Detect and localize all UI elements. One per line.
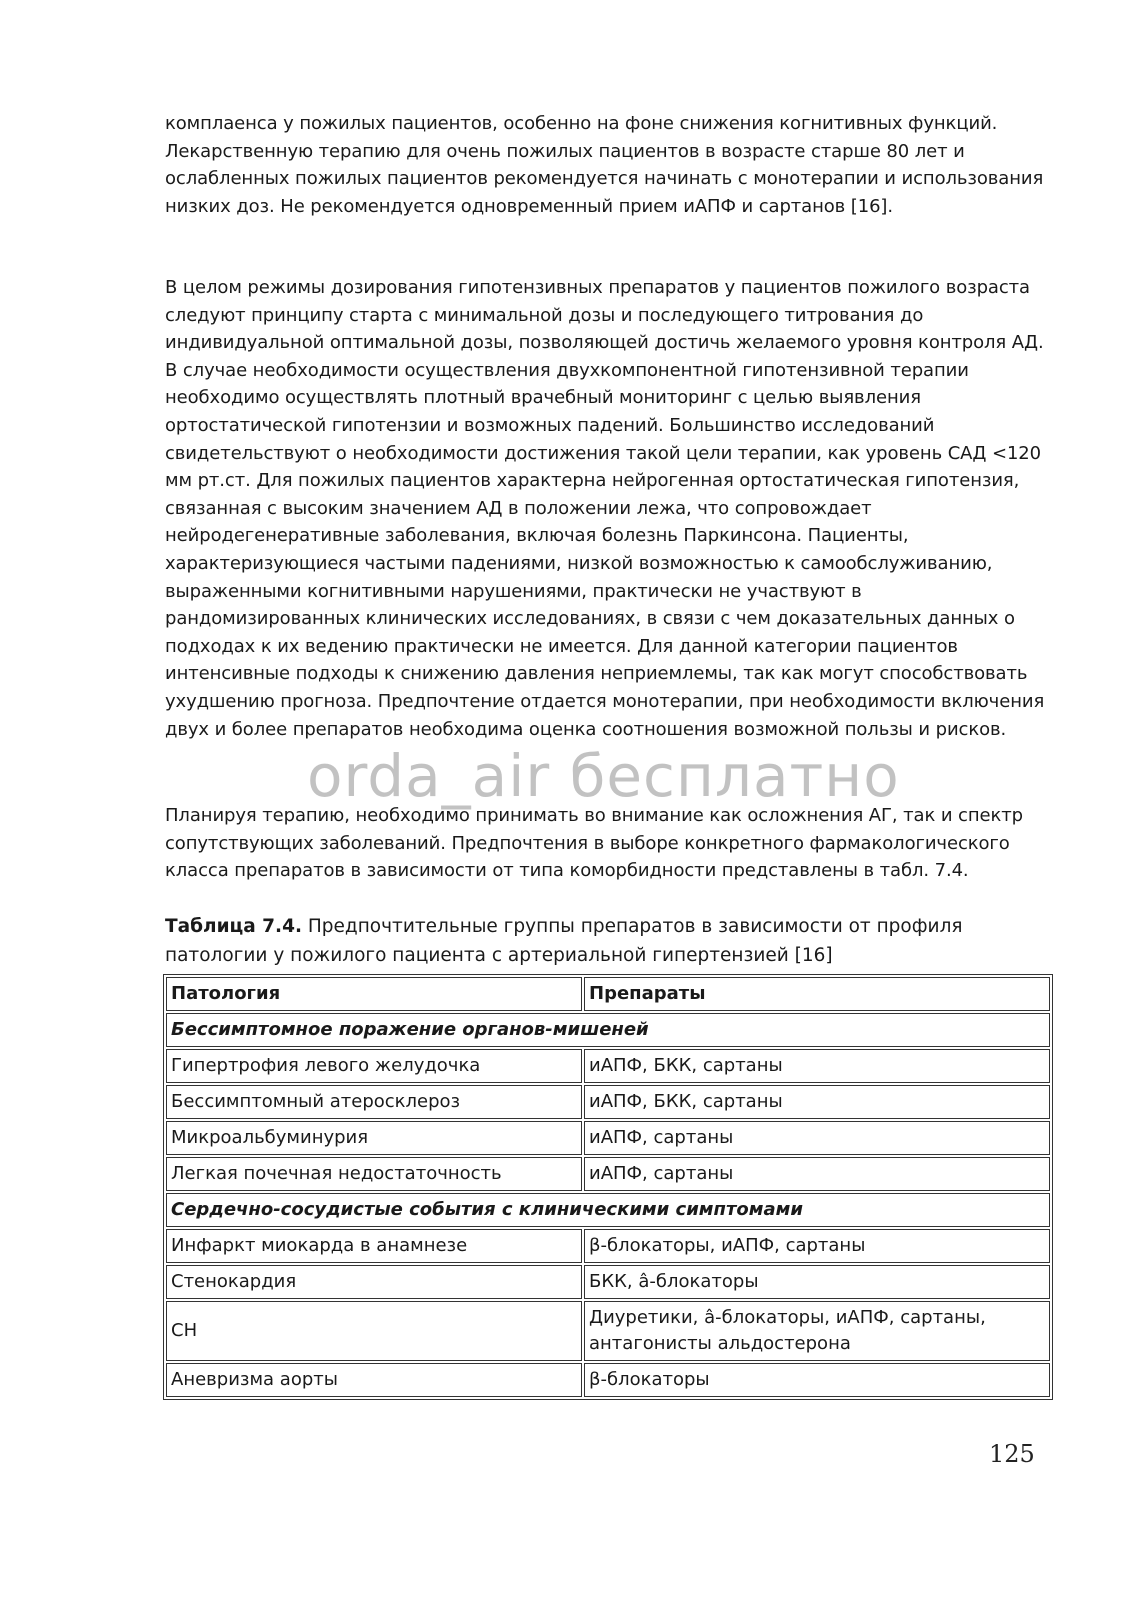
- pathology-cell: Легкая почечная недостаточность: [166, 1157, 582, 1191]
- table-row: [166, 1121, 1050, 1155]
- table-row: [166, 1363, 1050, 1397]
- pathology-cell: СН: [166, 1301, 582, 1361]
- drugs-cell: иАПФ, БКК, сартаны: [584, 1085, 1050, 1119]
- table-section-row: [166, 1193, 1050, 1227]
- pathology-cell: Аневризма аорты: [166, 1363, 582, 1397]
- page-number: 125: [989, 1440, 1035, 1468]
- drug-table: [163, 974, 1053, 1400]
- header-pathology: Патология: [166, 977, 582, 1011]
- table-caption: [165, 912, 1055, 970]
- drugs-cell: β-блокаторы, иАПФ, сартаны: [584, 1229, 1050, 1263]
- section-label: Бессимптомное поражение органов-мишеней: [166, 1013, 1050, 1047]
- drugs-cell: иАПФ, БКК, сартаны: [584, 1049, 1050, 1083]
- pathology-cell: Стенокардия: [166, 1265, 582, 1299]
- table-section-row: [166, 1013, 1050, 1047]
- table-row: [166, 1157, 1050, 1191]
- pathology-cell: Бессимптомный атеросклероз: [166, 1085, 582, 1119]
- table-header-row: [166, 977, 1050, 1011]
- table-row: [166, 1265, 1050, 1299]
- paragraph-3: Планируя терапию, необходимо принимать во внимание как осложнения АГ, так и спектр сопутствующих заболеваний. Предпочтения в выборе конкретного фармакологического класса препаратов в зависимости от типа коморбидности представлены в табл. 7.4.: [165, 805, 1023, 882]
- drugs-cell: иАПФ, сартаны: [584, 1121, 1050, 1155]
- paragraph-2: В целом режимы дозирования гипотензивных препаратов у пациентов пожилого возраста следуют принципу старта с минимальной дозы и последующего титрования до индивидуальной оптимальной дозы, позволяющей достичь желаемого уровня контроля АД. В случае необходимости осуществления двухкомпонентной гипотензивной терапии необходимо осуществлять плотный врачебный мониторинг с целью выявления ортостатической гипотензии и возможных падений. Большинство исследований свидетельствуют о необходимости достижения такой цели терапии, как уровень САД <120 мм рт.ст. Для пожилых пациентов характерна нейрогенная ортостатическая гипотензия, связанная с высоким значением АД в положении лежа, что сопровождает нейродегенеративные заболевания, включая болезнь Паркинсона. Пациенты, характеризующиеся частыми падениями, низкой возможностью к самообслуживанию, выраженными когнитивными нарушениями, практически не участвуют в рандомизированных клинических исследованиях, в связи с чем доказательных данных о подходах к их ведению практически не имеется. Для данной категории пациентов интенсивные подходы к снижению давления неприемлемы, так как могут способствовать ухудшению прогноза. Предпочтение отдается монотерапии, при необходимости включения двух и более препаратов необходима оценка соотношения возможной пользы и рисков.: [165, 277, 1045, 740]
- table-caption-label: Таблица 7.4.: [165, 916, 302, 937]
- table-row: [166, 1229, 1050, 1263]
- pathology-cell: Микроальбуминурия: [166, 1121, 582, 1155]
- drugs-cell: БКК, â-блокаторы: [584, 1265, 1050, 1299]
- drug-table-container: [163, 974, 1053, 1400]
- pathology-cell: Гипертрофия левого желудочка: [166, 1049, 582, 1083]
- table-row: [166, 1049, 1050, 1083]
- drugs-cell: β-блокаторы: [584, 1363, 1050, 1397]
- table-caption-text: Предпочтительные группы препаратов в зависимости от профиля патологии у пожилого пациента с артериальной гипертензией [16]: [165, 916, 963, 966]
- pathology-cell: Инфаркт миокарда в анамнезе: [166, 1229, 582, 1263]
- table-row: [166, 1301, 1050, 1361]
- watermark: orda_air бесплатно: [307, 742, 900, 810]
- table-row: [166, 1085, 1050, 1119]
- section-label: Сердечно-сосудистые события с клиническими симптомами: [166, 1193, 1050, 1227]
- paragraph-1: комплаенса у пожилых пациентов, особенно на фоне снижения когнитивных функций. Лекарственную терапию для очень пожилых пациентов в возрасте старше 80 лет и ослабленных пожилых пациентов рекомендуется начинать с монотерапии и использования низких доз. Не рекомендуется одновременный прием иАПФ и сартанов [16].: [165, 113, 1044, 217]
- drugs-cell: иАПФ, сартаны: [584, 1157, 1050, 1191]
- header-drugs: Препараты: [584, 977, 1050, 1011]
- drugs-cell: Диуретики, â-блокаторы, иАПФ, сартаны, антагонисты альдостерона: [584, 1301, 1050, 1361]
